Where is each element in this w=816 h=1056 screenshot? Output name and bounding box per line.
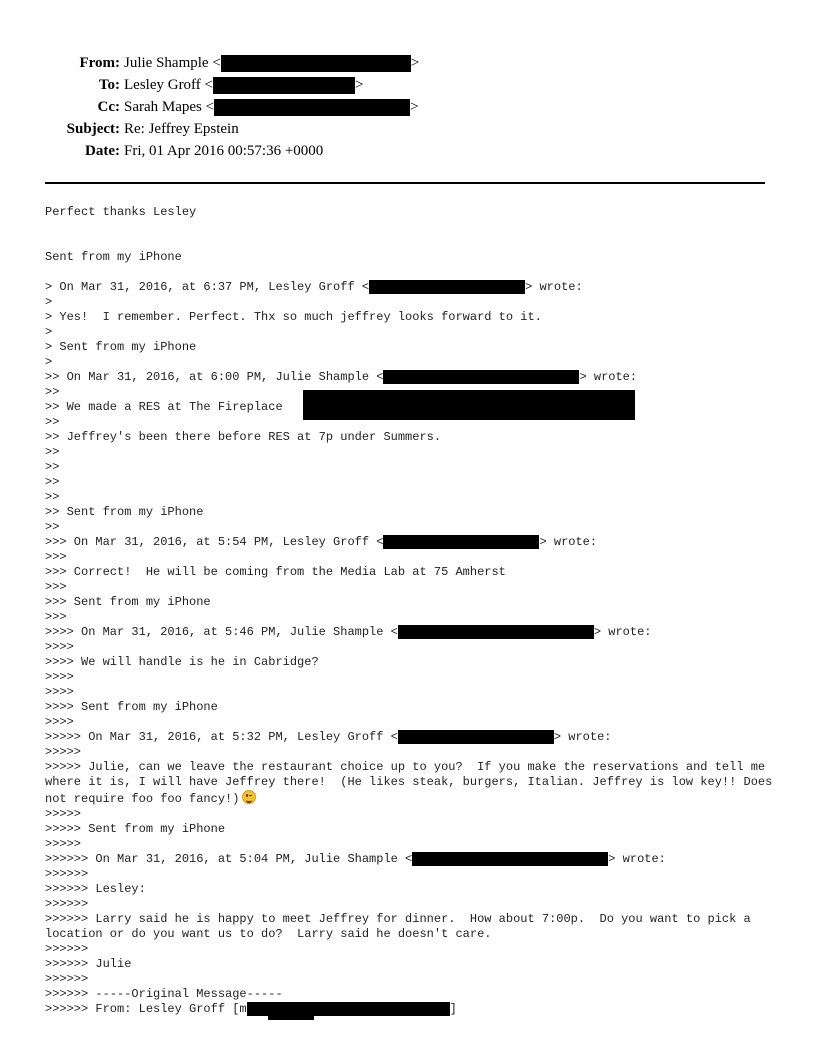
body-line: > [45, 325, 53, 339]
body-line: >>>> Sent from my iPhone [45, 700, 218, 714]
to-row [0, 74, 816, 96]
redaction-block [412, 852, 608, 866]
body-line: >> [45, 385, 60, 399]
body-line: >> [45, 460, 60, 474]
body-line: >>>>>> [45, 897, 89, 911]
body-line: >>> [45, 550, 67, 564]
body-line: >> [45, 415, 60, 429]
quote-header-line: >> On Mar 31, 2016, at 6:00 PM, Julie Shample < > wrote: [45, 370, 638, 385]
subject-value: Re: Jeffrey Epstein [124, 121, 239, 137]
body-line: >> Jeffrey's been there before RES at 7p under Summers. [45, 430, 442, 444]
body-line: >> [45, 475, 60, 489]
quote-header-line: >>>>>> On Mar 31, 2016, at 5:04 PM, Julie Shample < > wrote: [45, 852, 666, 867]
date-label: Date: [85, 143, 120, 159]
redaction-block [214, 99, 410, 116]
redaction-block [369, 280, 525, 294]
date-value: Fri, 01 Apr 2016 00:57:36 +0000 [124, 143, 324, 159]
redaction-block [268, 1012, 314, 1020]
body-paragraph: >>>>> Julie, can we leave the restaurant choice up to you? If you make the reservations and tell me where it is, I will have Jeffrey there! (He likes steak, burgers, Italian. Jeffrey is low key!! Does not require foo foo fancy!) [45, 760, 780, 806]
body-line: > [45, 295, 53, 309]
body-line: >>>>>> Lesley: [45, 882, 146, 896]
body-line: >>>>>> [45, 972, 89, 986]
redaction-block [213, 77, 355, 94]
from-label: From: [79, 55, 120, 71]
body-line: >>>> We will handle is he in Cabridge? [45, 655, 319, 669]
body-line: >>>>> [45, 807, 82, 821]
email-body [45, 205, 780, 1017]
quote-header-line: >>>> On Mar 31, 2016, at 5:46 PM, Julie Shample < > wrote: [45, 625, 652, 640]
to-label: To: [98, 77, 120, 93]
cc-value: Sarah Mapes < > [124, 99, 419, 115]
redaction-block [398, 625, 594, 639]
subject-label: Subject: [66, 121, 120, 137]
body-line: >>>>>> Julie [45, 957, 132, 971]
body-line: Perfect thanks Lesley [45, 205, 197, 219]
from-row [0, 52, 816, 74]
body-line: >>>>>> [45, 942, 89, 956]
redaction-block [221, 55, 411, 72]
body-line: >>>> [45, 670, 74, 684]
body-line: > Yes! I remember. Perfect. Thx so much jeffrey looks forward to it. [45, 310, 542, 324]
body-line: >>>>> [45, 745, 82, 759]
body-line: >>>>>> [45, 867, 89, 881]
date-row [0, 140, 816, 162]
to-value: Lesley Groff < > [124, 77, 364, 93]
body-line: Sent from my iPhone [45, 250, 182, 264]
header-divider [45, 182, 765, 184]
quote-header-line: >>>>> On Mar 31, 2016, at 5:32 PM, Lesley Groff < > wrote: [45, 730, 612, 745]
quote-header-line: >>>>>> From: Lesley Groff [m ] [45, 1002, 773, 1017]
body-paragraph: >>>>>> Larry said he is happy to meet Jeffrey for dinner. How about 7:00p. Do you want to pick a location or do you want us to do? Larry said he doesn't care. [45, 912, 758, 941]
body-line: >>> Sent from my iPhone [45, 595, 211, 609]
body-line: >> We made a RES at The Fireplace [45, 400, 773, 415]
redaction-block [398, 730, 554, 744]
redaction-block [303, 390, 635, 420]
winking-face-icon [242, 790, 256, 804]
cc-label: Cc: [97, 99, 120, 115]
body-line: >>>>>> -----Original Message----- [45, 987, 283, 1001]
body-line: >>> [45, 580, 67, 594]
cc-row [0, 96, 816, 118]
body-line: >> [45, 490, 60, 504]
body-line: >>>> [45, 640, 74, 654]
email-header [0, 52, 816, 162]
body-line: > Sent from my iPhone [45, 340, 197, 354]
redaction-block [383, 535, 539, 549]
body-line: > [45, 355, 53, 369]
subject-row [0, 118, 816, 140]
from-value: Julie Shample < > [124, 55, 420, 71]
body-line: >>>>> [45, 837, 82, 851]
body-line: >>>> [45, 715, 74, 729]
body-line: >>>>> Sent from my iPhone [45, 822, 226, 836]
quote-header-line: >>> On Mar 31, 2016, at 5:54 PM, Lesley Groff < > wrote: [45, 535, 598, 550]
body-line: >>> [45, 610, 67, 624]
quote-header-line: > On Mar 31, 2016, at 6:37 PM, Lesley Groff < > wrote: [45, 280, 583, 295]
body-line: >> Sent from my iPhone [45, 505, 204, 519]
redaction-block [383, 370, 579, 384]
body-line: >>> Correct! He will be coming from the Media Lab at 75 Amherst [45, 565, 506, 579]
body-line: >>>> [45, 685, 74, 699]
body-line: >> [45, 520, 60, 534]
body-line: >> [45, 445, 60, 459]
